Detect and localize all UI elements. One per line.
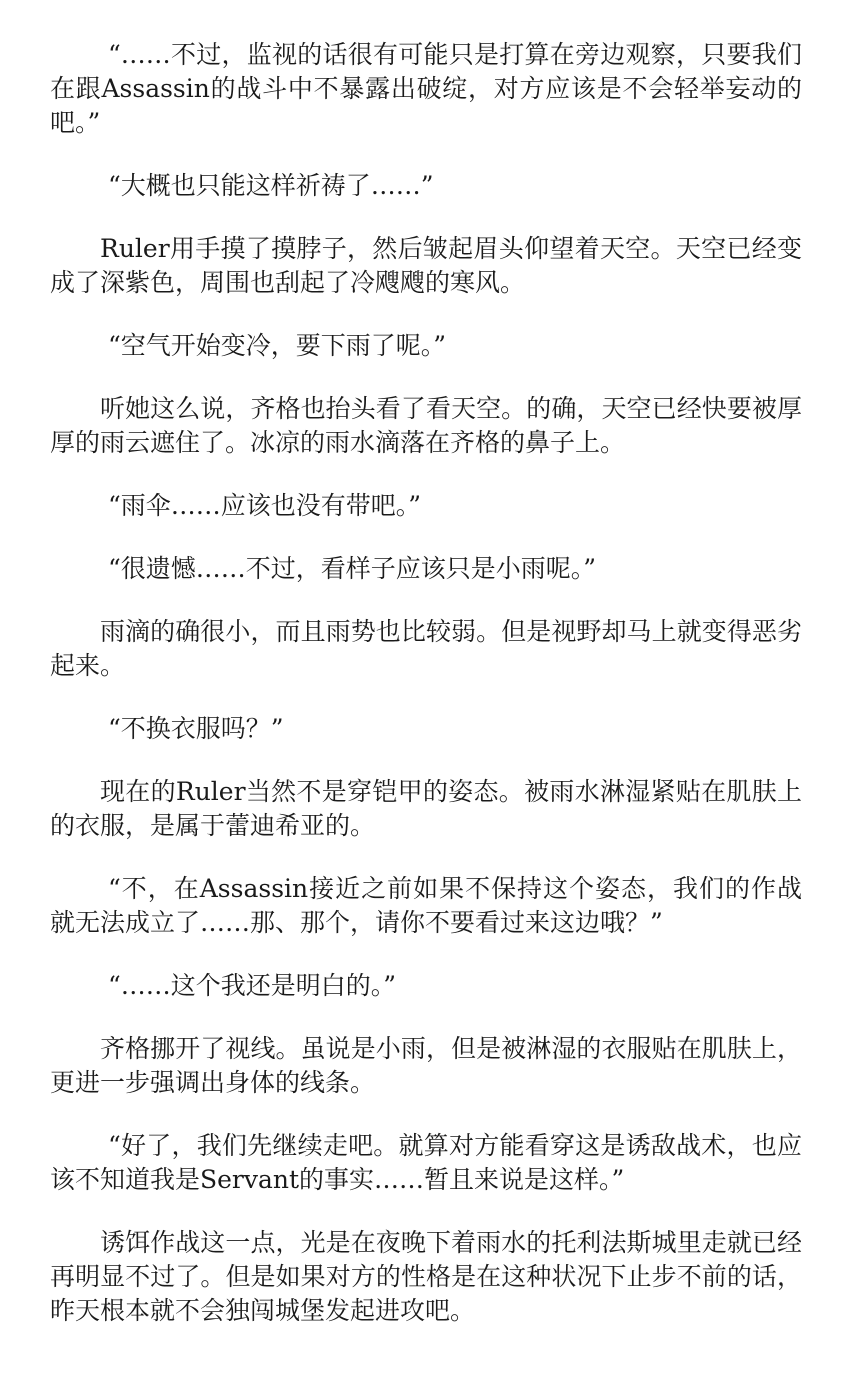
paragraph-dialogue: “好了，我们先继续走吧。就算对方能看穿这是诱敌战术，也应该不知道我是Servant的事实……暂且来说是这样。” (50, 1131, 802, 1194)
paragraph-narration: 齐格挪开了视线。虽说是小雨，但是被淋湿的衣服贴在肌肤上，更进一步强调出身体的线条。 (50, 1034, 802, 1097)
paragraph-dialogue: “不，在Assassin接近之前如果不保持这个姿态，我们的作战就无法成立了……那、那个，请你不要看过来这边哦？” (50, 874, 802, 937)
paragraph-dialogue: “空气开始变冷，要下雨了呢。” (108, 331, 447, 360)
paragraph-dialogue: “很遗憾……不过，看样子应该只是小雨呢。” (108, 554, 597, 583)
document-page (50, 38, 802, 1357)
paragraph-dialogue: “……不过，监视的话很有可能只是打算在旁边观察，只要我们在跟Assassin的战斗中不暴露出破绽，对方应该是不会轻举妄动的吧。” (50, 40, 802, 137)
paragraph-narration: 诱饵作战这一点，光是在夜晚下着雨水的托利法斯城里走就已经再明显不过了。但是如果对方的性格是在这种状况下止步不前的话，昨天根本就不会独闯城堡发起进攻吧。 (50, 1228, 802, 1325)
paragraph-narration: 雨滴的确很小，而且雨势也比较弱。但是视野却马上就变得恶劣起来。 (50, 617, 802, 680)
paragraph-dialogue: “雨伞……应该也没有带吧。” (108, 491, 422, 520)
paragraph-dialogue: “……这个我还是明白的。” (108, 971, 397, 1000)
paragraph-dialogue: “不换衣服吗？” (108, 714, 284, 743)
paragraph-dialogue: “大概也只能这样祈祷了……” (108, 171, 434, 200)
paragraph-narration: Ruler用手摸了摸脖子，然后皱起眉头仰望着天空。天空已经变成了深紫色，周围也刮起了冷飕飕的寒风。 (50, 234, 802, 297)
paragraph-narration: 现在的Ruler当然不是穿铠甲的姿态。被雨水淋湿紧贴在肌肤上的衣服，是属于蕾迪希亚的。 (50, 777, 802, 840)
paragraph-narration: 听她这么说，齐格也抬头看了看天空。的确，天空已经快要被厚厚的雨云遮住了。冰凉的雨水滴落在齐格的鼻子上。 (50, 394, 802, 457)
